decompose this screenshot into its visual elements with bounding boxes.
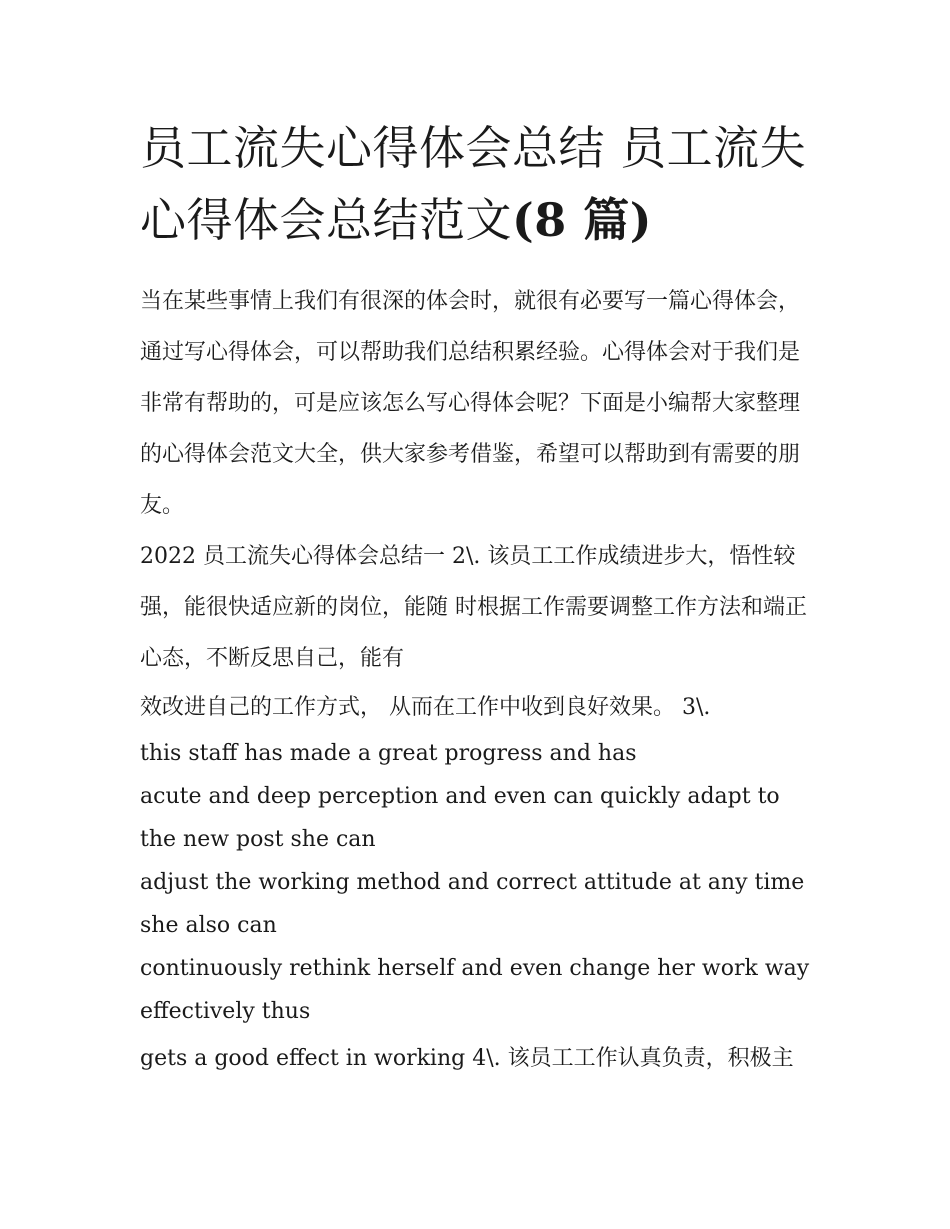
document-page: [140, 112, 820, 1083]
english-line-progress: this staff has made a great progress and has: [140, 741, 637, 766]
english-line-perception: acute and deep perception and even can quickly adapt to the new post she can: [140, 784, 780, 852]
english-line-adjust: adjust the working method and correct attitude at any time she also can: [140, 870, 805, 938]
paragraph-line-effect: 效改进自己的工作方式， 从而在工作中收到良好效果。 3\.: [140, 695, 711, 720]
section-one-paragraph: 2022 员工流失心得体会总结一 2\. 该员工工作成绩进步大，悟性较强，能很快适应新的岗位，能随 时根据工作需要调整工作方法和端正心态，不断反思自己，能有: [140, 544, 807, 671]
document-title: [140, 112, 820, 256]
title-suffix-text: (8 篇): [512, 193, 653, 247]
title-main-text: 员工流失心得体会总结 员工流失心得体会总结范文: [140, 121, 807, 247]
paragraph-line-effect-four: gets a good effect in working 4\. 该员工工作认真负责，积极主: [140, 1046, 794, 1071]
english-line-rethink: continuously rethink herself and even change her work way effectively thus: [140, 956, 810, 1024]
intro-paragraph: 当在某些事情上我们有很深的体会时，就很有必要写一篇心得体会，通过写心得体会，可以帮助我们总结积累经验。心得体会对于我们是非常有帮助的，可是应该怎么写心得体会呢？下面是小编帮大家整理的心得体会范文大全，供大家参考借鉴，希望可以帮助到有需要的朋友。: [140, 289, 801, 518]
